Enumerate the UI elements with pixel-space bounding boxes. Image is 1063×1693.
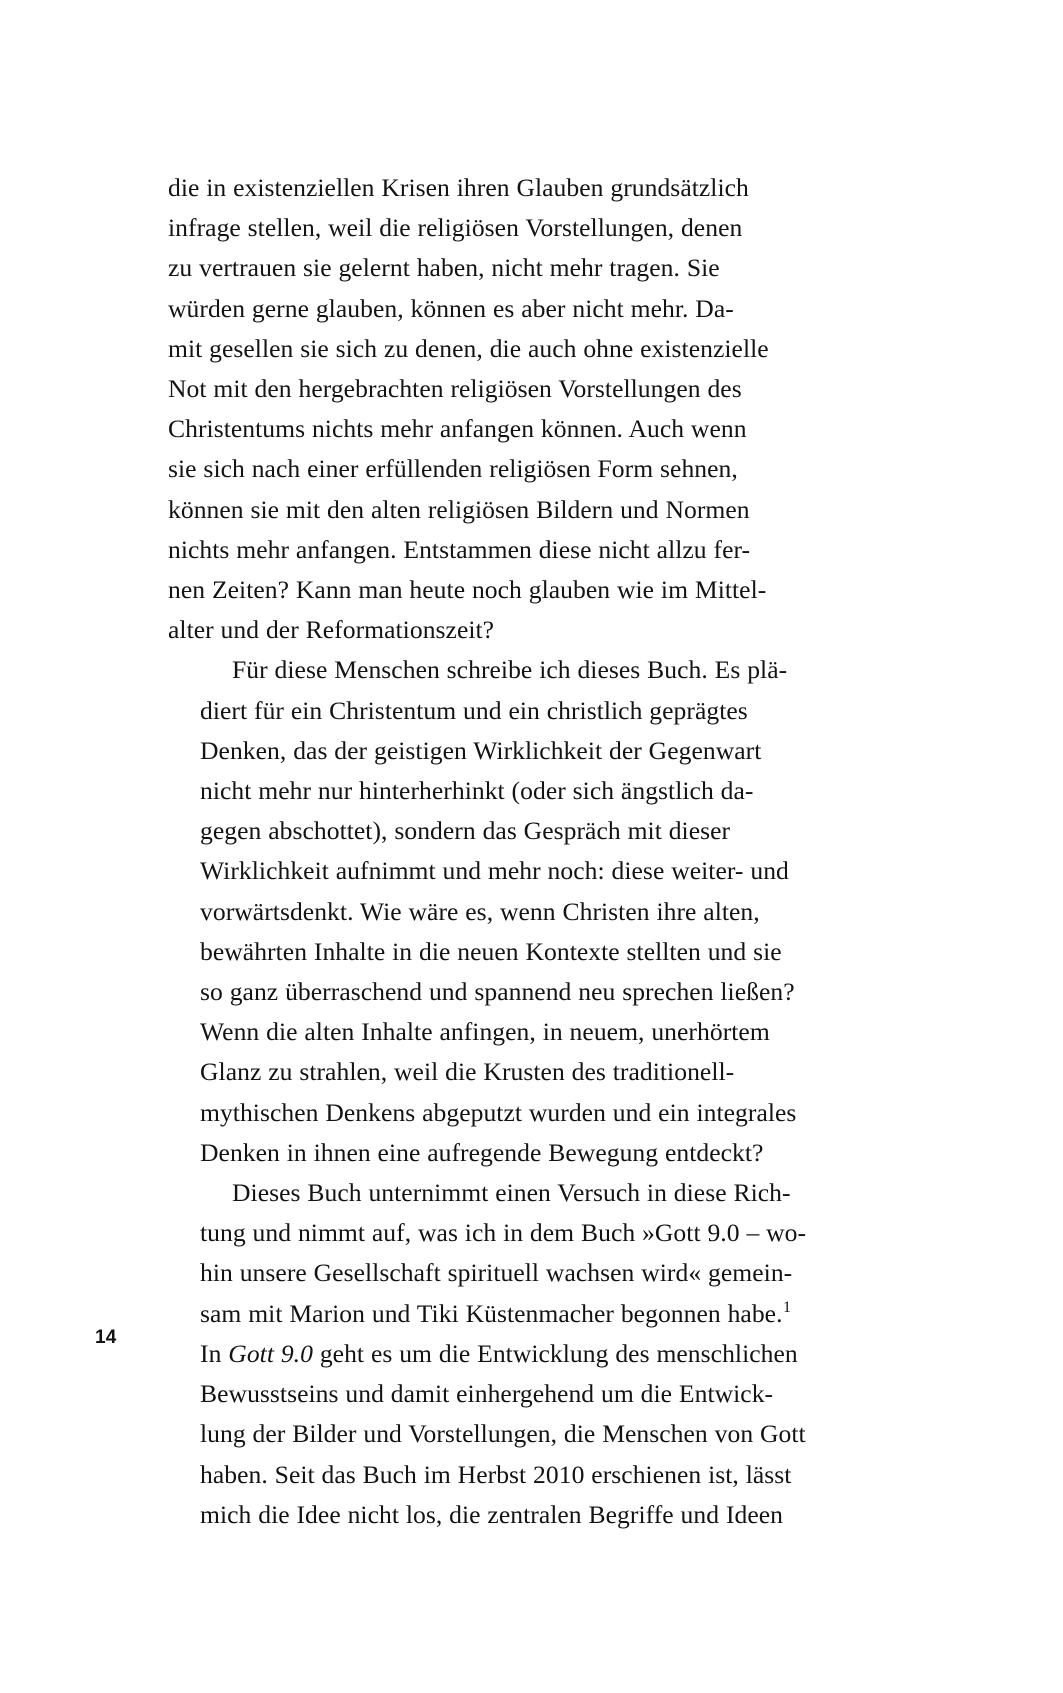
line-text: lung der Bilder und Vorstellungen, die Menschen von Gott <box>200 1419 806 1449</box>
text-line: alter und der Reformationszeit? <box>168 615 495 645</box>
text-line <box>168 168 852 208</box>
line-text: zu vertrauen sie gelernt haben, nicht mehr tragen. Sie <box>168 253 720 283</box>
text-line <box>168 570 852 610</box>
line-text: tung und nimmt auf, was ich in dem Buch »Gott 9.0 – wo- <box>200 1218 807 1248</box>
text-line: Denken in ihnen eine aufregende Bewegung entdeckt? <box>200 1137 764 1167</box>
text-line <box>168 449 852 489</box>
text-line <box>168 369 852 409</box>
line-text: sie sich nach einer erfüllenden religiösen Form sehnen, <box>168 454 738 484</box>
text-line <box>168 691 852 731</box>
line-text: Christentums nichts mehr anfangen können. Auch wenn <box>168 414 747 444</box>
line-text: Dieses Buch unternimmt einen Versuch in diese Rich- <box>232 1178 791 1208</box>
text-line <box>168 1052 852 1092</box>
text-line <box>168 892 852 932</box>
line-text: gegen abschottet), sondern das Gespräch mit dieser <box>200 816 731 846</box>
text-line <box>168 1012 852 1052</box>
paragraph-1 <box>168 168 852 650</box>
text-line <box>168 1414 852 1454</box>
line-text: Bewusstseins und damit einhergehend um die Entwick- <box>200 1379 774 1409</box>
line-text: nen Zeiten? Kann man heute noch glauben wie im Mittel- <box>168 575 767 605</box>
text-line <box>168 208 852 248</box>
text-line <box>168 490 852 530</box>
text-line <box>168 932 852 972</box>
line-text: bewährten Inhalte in die neuen Kontexte stellten und sie <box>200 936 782 966</box>
line-text: Denken, das der geistigen Wirklichkeit der Gegenwart <box>200 735 762 765</box>
line-text: Glanz zu strahlen, weil die Krusten des traditionell- <box>200 1057 735 1087</box>
text-line <box>168 1093 852 1133</box>
line-text: würden gerne glauben, können es aber nicht mehr. Da- <box>168 293 734 323</box>
line-text: hin unsere Gesellschaft spirituell wachsen wird« gemein- <box>200 1258 793 1288</box>
line-text: nicht mehr nur hinterherhinkt (oder sich ängstlich da- <box>200 776 754 806</box>
text-line <box>168 1374 852 1414</box>
text-line <box>168 530 852 570</box>
text-line <box>168 851 852 891</box>
line-text: mit gesellen sie sich zu denen, die auch ohne existenzielle <box>168 333 769 363</box>
line-text: so ganz überraschend und spannend neu sprechen ließen? <box>200 977 795 1007</box>
text-line <box>168 972 852 1012</box>
paragraph-2 <box>168 650 852 1173</box>
text-line <box>168 771 852 811</box>
line-text: infrage stellen, weil die religiösen Vorstellungen, denen <box>168 213 743 243</box>
text-line <box>168 1213 852 1253</box>
line-text: nichts mehr anfangen. Entstammen diese nicht allzu fer- <box>168 534 751 564</box>
line-text: diert für ein Christentum und ein christlich geprägtes <box>200 695 748 725</box>
line-text-body: sam mit Marion und Tiki Küstenmacher begonnen habe. <box>200 1298 783 1328</box>
line-text: Für diese Menschen schreibe ich dieses Buch. Es plä- <box>232 655 788 685</box>
text-line <box>168 1253 852 1293</box>
text-line-with-italic-title <box>168 1334 852 1374</box>
text-line <box>168 1455 852 1495</box>
text-line <box>168 289 852 329</box>
line-text: die in existenziellen Krisen ihren Glauben grundsätzlich <box>168 173 749 202</box>
text-line <box>168 329 852 369</box>
text-line <box>168 731 852 771</box>
text-line-with-footnote <box>168 1294 852 1334</box>
text-line <box>168 1173 852 1213</box>
line-text: Wirklichkeit aufnimmt und mehr noch: diese weiter- und <box>200 856 789 886</box>
text-line <box>168 650 852 690</box>
line-text: vorwärtsdenkt. Wie wäre es, wenn Christen ihre alten, <box>200 896 760 926</box>
text-line <box>168 811 852 851</box>
text-line <box>168 248 852 288</box>
line-text: In Gott 9.0 geht es um die Entwicklung des menschlichen <box>200 1338 798 1368</box>
line-text: mich die Idee nicht los, die zentralen Begriffe und Ideen <box>200 1499 784 1529</box>
page-number: 14 <box>95 1327 117 1348</box>
body-text-column <box>168 168 852 1535</box>
paragraph-3 <box>168 1173 852 1535</box>
italic-book-title: Gott 9.0 <box>228 1338 313 1368</box>
line-text: Not mit den hergebrachten religiösen Vorstellungen des <box>168 374 742 404</box>
line-text: haben. Seit das Buch im Herbst 2010 erschienen ist, lässt <box>200 1459 792 1489</box>
line-text: können sie mit den alten religiösen Bildern und Normen <box>168 494 750 524</box>
line-text <box>168 1294 791 1334</box>
text-line <box>168 409 852 449</box>
text-line <box>168 1495 852 1535</box>
line-text: mythischen Denkens abgeputzt wurden und ein integrales <box>200 1097 797 1127</box>
line-text: Wenn die alten Inhalte anfingen, in neuem, unerhörtem <box>200 1017 770 1047</box>
footnote-reference[interactable]: 1 <box>783 1299 792 1317</box>
